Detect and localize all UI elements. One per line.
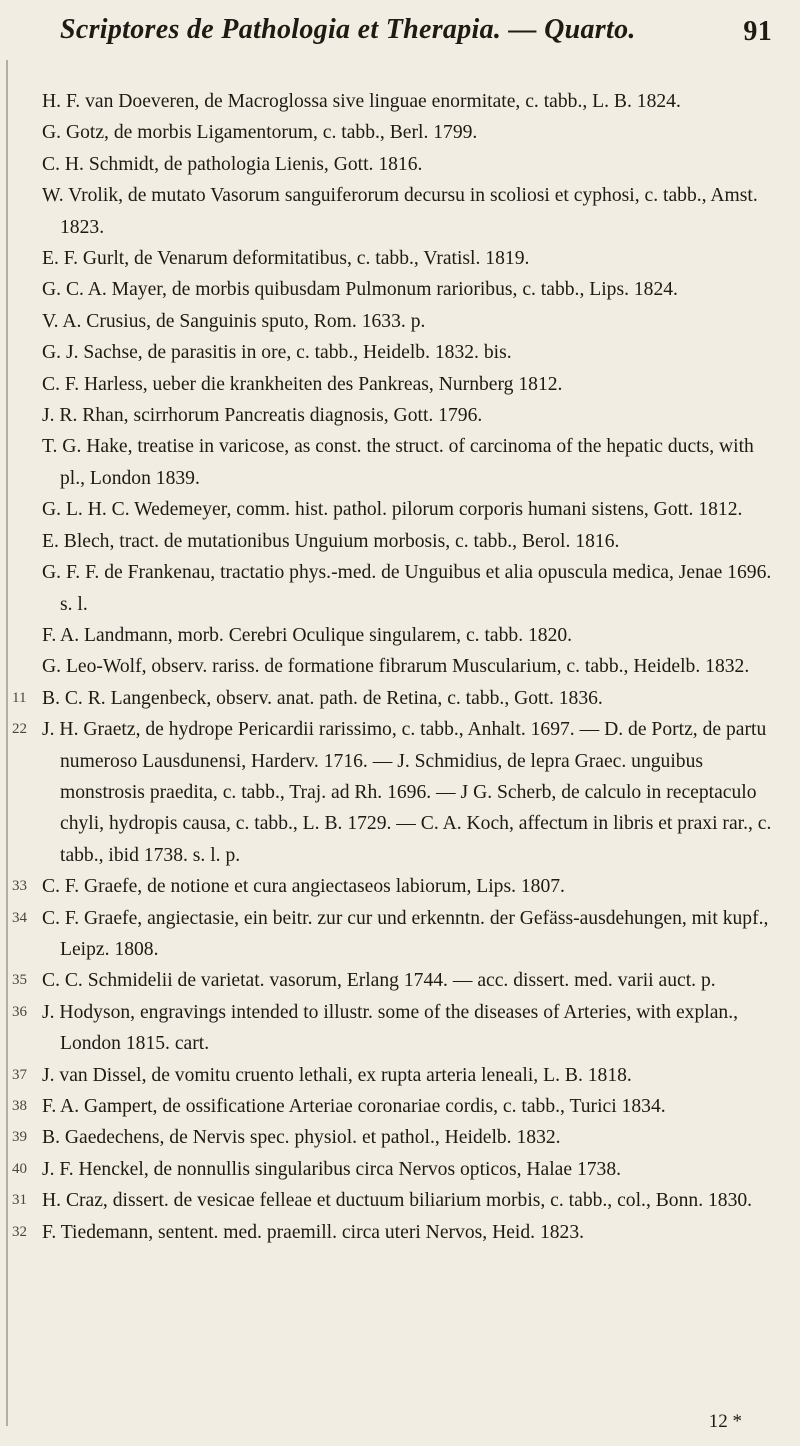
bibliography-entry — [12, 714, 782, 871]
entry-text: E. F. Gurlt, de Venarum deformitatibus, c. tabb., Vratisl. 1819. — [42, 248, 530, 270]
bibliography-entry — [12, 149, 782, 180]
bibliography-entry — [12, 117, 782, 148]
entry-number: 33 — [12, 878, 27, 895]
entry-number: 35 — [12, 972, 27, 989]
entry-text: G. J. Sachse, de parasitis in ore, c. tabb., Heidelb. 1832. bis. — [42, 342, 512, 364]
bibliography-entry — [12, 620, 782, 651]
bibliography-entry — [12, 1185, 782, 1216]
entry-text: G. Leo-Wolf, observ. rariss. de formatione fibrarum Muscularium, c. tabb., Heidelb. 1832. — [42, 656, 750, 678]
entry-text: C. F. Graefe, de notione et cura angiectaseos labiorum, Lips. 1807. — [42, 876, 565, 898]
entry-text: G. L. H. C. Wedemeyer, comm. hist. pathol. pilorum corporis humani sistens, Gott. 1812. — [42, 499, 743, 521]
bibliography-entry — [12, 180, 782, 243]
bibliography-entry — [12, 274, 782, 305]
entry-number: 32 — [12, 1223, 27, 1240]
entry-text: V. A. Crusius, de Sanguinis sputo, Rom. 1633. p. — [42, 310, 426, 332]
entry-text: C. F. Harless, ueber die krankheiten des Pankreas, Nurnberg 1812. — [42, 373, 563, 395]
bibliography-entry — [12, 1060, 782, 1091]
entry-number: 34 — [12, 909, 27, 926]
header-title: Scriptores de Pathologia et Therapia. — Quarto. — [60, 14, 636, 45]
entry-text: C. C. Schmidelii de varietat. vasorum, Erlang 1744. — acc. dissert. med. varii auct. p. — [42, 970, 716, 992]
entry-number: 31 — [12, 1192, 27, 1209]
bibliography-entry — [12, 557, 782, 620]
entry-number: 38 — [12, 1098, 27, 1114]
bibliography-entry — [12, 306, 782, 337]
bibliography-entry — [12, 337, 782, 368]
entry-text: C. H. Schmidt, de pathologia Lienis, Gott. 1816. — [42, 153, 423, 175]
entry-text: G. F. F. de Frankenau, tractatio phys.-med. de Unguibus et alia opuscula medica, Jenae 1696. s. l. — [42, 562, 772, 615]
bibliography-entry — [12, 683, 782, 714]
bibliography-list — [12, 86, 782, 1248]
signature-mark: 12 * — [708, 1411, 742, 1432]
bibliography-entry — [12, 400, 782, 431]
running-header — [60, 14, 772, 62]
entry-text: C. F. Graefe, angiectasie, ein beitr. zur cur und erkenntn. der Gefäss-ausdehungen, mit kupf., Leipz. 1808. — [42, 907, 769, 960]
entry-number: 36 — [12, 1003, 27, 1020]
entry-text: W. Vrolik, de mutato Vasorum sanguiferorum decursu in scoliosi et cyphosi, c. tabb., Amst. 1823. — [42, 185, 758, 238]
bibliography-entry — [12, 369, 782, 400]
bibliography-entry — [12, 494, 782, 525]
bibliography-entry — [12, 965, 782, 996]
entry-text: F. A. Landmann, morb. Cerebri Oculique singularem, c. tabb. 1820. — [42, 624, 573, 646]
entry-text: J. F. Henckel, de nonnullis singularibus circa Nervos opticos, Halae 1738. — [42, 1158, 622, 1180]
entry-text: E. Blech, tract. de mutationibus Unguium morbosis, c. tabb., Berol. 1816. — [42, 530, 620, 552]
bibliography-entry — [12, 997, 782, 1060]
bibliography-entry — [12, 86, 782, 117]
entry-text: B. Gaedechens, de Nervis spec. physiol. et pathol., Heidelb. 1832. — [42, 1127, 561, 1149]
bibliography-entry — [12, 1122, 782, 1153]
entry-text: J. van Dissel, de vomitu cruento lethali, ex rupta arteria leneali, L. B. 1818. — [42, 1064, 632, 1086]
bibliography-entry — [12, 1217, 782, 1248]
entry-text: B. C. R. Langenbeck, observ. anat. path. de Retina, c. tabb., Gott. 1836. — [42, 687, 603, 709]
bibliography-entry — [12, 526, 782, 557]
entry-number: 22 — [12, 721, 27, 738]
bibliography-entry — [12, 871, 782, 902]
bibliography-entry — [12, 651, 782, 682]
page-number: 91 — [743, 16, 772, 47]
entry-text: F. Tiedemann, sentent. med. praemill. circa uteri Nervos, Heid. 1823. — [42, 1221, 585, 1243]
bibliography-entry — [12, 1091, 782, 1122]
bibliography-entry — [12, 903, 782, 966]
entry-text: J. Hodyson, engravings intended to illustr. some of the diseases of Arteries, with explan., London 1815. cart. — [42, 1001, 739, 1055]
entry-number: 39 — [12, 1129, 27, 1146]
entry-text: J. H. Graetz, de hydrope Pericardii rarissimo, c. tabb., Anhalt. 1697. — D. de Portz, de partu numeroso Lausdunensi, Harderv. 1716. — J. Schmidius, de lepra Graec. unguibus monstrosis praedita, c. tabb., Traj. ad Rh. 1696. — J G. Scherb, de calculo in receptaculo chyli, hydropis causa, c. tabb., L. B. 1729. — C. A. Koch, affectum in libris et praxi rar., c. tabb., ibid 1738. s. l. p. — [42, 719, 772, 866]
entry-text: H. Craz, dissert. de vesicae felleae et ductuum biliarium morbis, c. tabb., col., Bonn. 1830. — [42, 1190, 753, 1212]
bibliography-entry — [12, 431, 782, 494]
entry-text: F. A. Gampert, de ossificatione Arteriae coronariae cordis, c. tabb., Turici 1834. — [42, 1096, 666, 1117]
entry-text: G. C. A. Mayer, de morbis quibusdam Pulmonum rarioribus, c. tabb., Lips. 1824. — [42, 279, 678, 301]
entry-number: 11 — [12, 689, 27, 706]
entry-text: G. Gotz, de morbis Ligamentorum, c. tabb., Berl. 1799. — [42, 122, 478, 144]
bibliography-entry — [12, 1154, 782, 1185]
entry-number: 40 — [12, 1160, 27, 1177]
entry-text: J. R. Rhan, scirrhorum Pancreatis diagnosis, Gott. 1796. — [42, 405, 483, 427]
entry-text: H. F. van Doeveren, de Macroglossa sive linguae enormitate, c. tabb., L. B. 1824. — [42, 91, 681, 112]
entry-number: 37 — [12, 1066, 27, 1083]
entry-text: T. G. Hake, treatise in varicose, as const. the struct. of carcinoma of the hepatic ducts, with pl., London 1839. — [42, 436, 754, 489]
bibliography-entry — [12, 243, 782, 274]
